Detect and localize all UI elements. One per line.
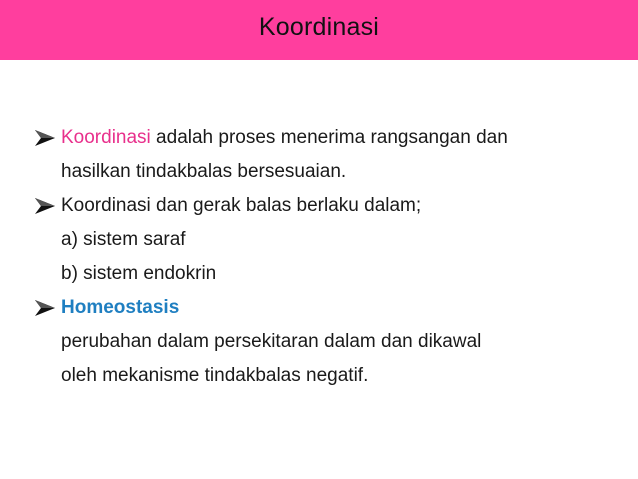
bullet-continuation (34, 155, 614, 189)
description-text: oleh mekanisme tindakbalas negatif. (61, 365, 369, 386)
bullet-item-homeostasis (34, 291, 614, 325)
arrow-checkmark-icon (34, 121, 58, 155)
bullet-list (34, 121, 614, 393)
sub-item-saraf (34, 223, 614, 257)
sub-item-endokrin (34, 257, 614, 291)
sub-item-text: b) sistem endokrin (61, 263, 217, 284)
keyword-koordinasi: Koordinasi (61, 127, 151, 148)
bullet-text: Koordinasi dan gerak balas berlaku dalam; (61, 195, 422, 216)
arrow-checkmark-icon (34, 189, 58, 223)
bullet-continuation-text: hasilkan tindakbalas bersesuaian. (61, 161, 347, 182)
homeostasis-description-line-1 (34, 325, 614, 359)
arrow-checkmark-icon (34, 291, 58, 325)
slide-title: Koordinasi (258, 12, 380, 41)
sub-item-text: a) sistem saraf (61, 229, 186, 250)
title-bar (0, 0, 638, 60)
bullet-item-gerak-balas (34, 189, 614, 223)
keyword-homeostasis: Homeostasis (61, 297, 180, 318)
description-text: perubahan dalam persekitaran dalam dan dikawal (61, 331, 482, 352)
bullet-item-koordinasi (34, 121, 614, 155)
homeostasis-description-line-2 (34, 359, 614, 393)
bullet-text: adalah proses menerima rangsangan dan (150, 127, 508, 148)
